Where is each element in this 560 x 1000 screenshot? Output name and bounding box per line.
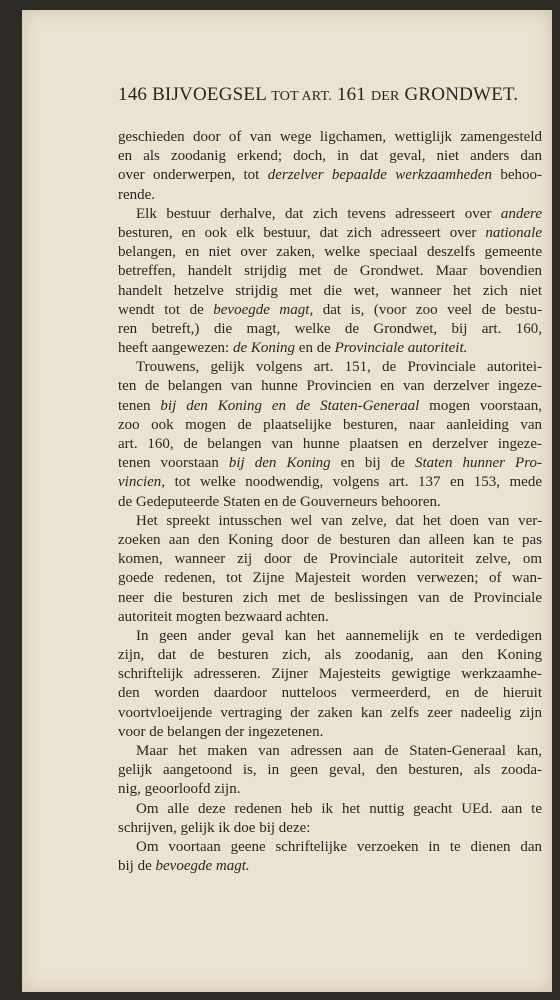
text-segment: en als zoodanig erkend; doch, in dat geval, niet anders dan <box>118 148 542 165</box>
text-segment: In geen ander geval kan het aannemelijk en te verdedigen <box>136 627 542 644</box>
text-segment: gelijk aangetoond is, in geen geval, den besturen, als zooda- <box>118 762 542 779</box>
text-line <box>118 320 542 339</box>
text-segment: zoeken aan den Koning door de besturen dan alleen kan te pas <box>118 531 542 548</box>
text-line <box>118 262 542 281</box>
text-segment: heeft aangewezen: <box>118 340 233 357</box>
text-line <box>118 531 542 550</box>
text-line <box>118 684 542 703</box>
text-segment: behoo- <box>491 167 542 184</box>
text-line <box>118 358 542 377</box>
text-line <box>118 301 542 320</box>
text-line <box>118 416 542 435</box>
text-segment: komen, wanneer zij door de Provinciale autoriteit zelve, om <box>118 551 542 568</box>
text-line <box>118 704 542 723</box>
text-segment: schriftelijk adresseren. Zijner Majesteits gewigtige werkzaamhe- <box>118 666 542 683</box>
text-line <box>118 224 542 243</box>
text-line <box>118 186 542 205</box>
text-segment: Trouwens, gelijk volgens art. 151, de Provinciale autoritei- <box>136 359 542 376</box>
text-segment: mogen voorstaan, <box>419 397 542 414</box>
text-line <box>118 589 542 608</box>
text-segment: over onderwerpen, tot <box>118 167 268 184</box>
text-line <box>118 857 542 876</box>
text-line <box>118 397 542 416</box>
text-segment: belangen, en niet over zaken, welke speciaal deszelfs gemeente <box>118 244 542 261</box>
header-title-b: TOT ART. <box>271 89 332 104</box>
text-segment: voor de belangen der ingezetenen. <box>118 723 324 740</box>
text-line <box>118 377 542 396</box>
text-line <box>118 665 542 684</box>
text-segment: de Gedeputeerde Staten en de Gouverneurs behooren. <box>118 493 441 510</box>
text-line <box>118 243 542 262</box>
text-segment: ren betreft,) die magt, welke de Grondwet, bij art. 160, <box>118 320 542 337</box>
text-segment: Om alle deze redenen heb ik het nuttig geacht UEd. aan te <box>136 800 542 817</box>
text-line <box>118 819 542 838</box>
text-segment: ten de belangen van hunne Provincien en van derzelver ingeze- <box>118 378 542 395</box>
italic-text: bevoegde magt. <box>155 858 250 875</box>
text-segment: schrijven, gelijk ik doe bij deze: <box>118 819 311 836</box>
text-line <box>118 723 542 742</box>
text-line <box>118 646 542 665</box>
text-segment: zijn, dat de besturen zich, als zoodanig, aan den Koning <box>118 647 542 664</box>
text-segment: geschieden door of van wege ligchamen, wettiglijk zamengesteld <box>118 129 542 145</box>
text-line <box>118 282 542 301</box>
text-line <box>118 742 542 761</box>
header-title-d: DER <box>370 89 400 104</box>
text-line <box>118 166 542 185</box>
text-line <box>118 800 542 819</box>
italic-text: andere <box>500 205 542 222</box>
header-title-e: GRONDWET. <box>404 84 519 105</box>
text-segment: art. 160, de belangen van hunne plaatsen en derzelver ingeze- <box>118 436 542 452</box>
text-segment: Maar het maken van adressen aan de Staten-Generaal kan, <box>136 743 542 759</box>
text-line <box>118 435 542 454</box>
text-line <box>118 128 542 147</box>
text-segment: autoriteit mogten bezwaard achten. <box>118 608 329 625</box>
text-segment: tenen voorstaan <box>118 455 229 472</box>
text-segment: rende. <box>118 186 156 203</box>
text-segment: goede redenen, tot Zijne Majesteit worden verwezen; of wan- <box>118 570 542 587</box>
italic-text: vincien <box>118 474 162 491</box>
text-line <box>118 493 542 512</box>
italic-text: derzelver bepaalde werkzaamheden <box>267 167 492 184</box>
text-segment: bij de <box>118 858 156 875</box>
text-segment: , dat is, (voor zoo veel de bestu- <box>309 301 542 318</box>
italic-text: bij den Koning en de Staten-Generaal <box>160 397 420 414</box>
text-segment: den worden daardoor nutteloos vermeerderd, en de hieruit <box>118 685 542 702</box>
text-line <box>118 780 542 799</box>
text-segment: , tot welke noodwendig, volgens art. 137 en 153, mede <box>161 474 542 491</box>
text-segment: nig, geoorloofd zijn. <box>118 781 241 798</box>
text-line <box>118 550 542 569</box>
page-number: 146 <box>118 84 148 105</box>
text-segment: Elk bestuur derhalve, dat zich tevens adresseert over <box>136 205 501 222</box>
text-segment: Om voortaan geene schriftelijke verzoeken in te dienen dan <box>136 838 542 855</box>
text-segment: en bij de <box>330 455 415 472</box>
text-segment: besturen, en ook elk bestuur, dat zich adresseert over <box>118 224 486 241</box>
text-line <box>118 569 542 588</box>
body-text <box>118 128 542 876</box>
text-segment: Het spreekt intusschen wel van zelve, dat het doen van ver- <box>136 512 542 529</box>
italic-text: bevoegde magt <box>213 301 310 318</box>
italic-text: bij den Koning <box>228 455 331 472</box>
text-line <box>118 512 542 531</box>
text-line <box>118 205 542 224</box>
text-segment: voortvloeijende vertraging der zaken kan zelfs zeer nadeelig zijn <box>118 704 542 721</box>
text-segment: betreffen, handelt strijdig met de Grondwet. Maar bovendien <box>118 263 542 280</box>
italic-text: de Koning <box>232 340 296 357</box>
text-segment: en de <box>295 340 335 357</box>
text-line <box>118 454 542 473</box>
text-line <box>118 627 542 646</box>
text-segment: tenen <box>118 397 161 414</box>
text-line <box>118 838 542 857</box>
book-page <box>22 10 552 992</box>
text-segment: zoo ook mogen de plaatselijke besturen, naar aanleiding van <box>118 416 542 433</box>
header-title-c: 161 <box>336 84 366 105</box>
text-line <box>118 761 542 780</box>
text-line <box>118 608 542 627</box>
text-segment: wendt tot de <box>118 301 214 318</box>
text-segment: handelt hetzelve strijdig met die wet, wanneer het zich niet <box>118 282 542 299</box>
italic-text: Provinciale autoriteit. <box>334 340 468 357</box>
header-title-a: BIJVOEGSEL <box>152 84 267 105</box>
text-segment: neer die besturen zich met de beslissingen van de Provinciale <box>118 589 542 606</box>
running-header <box>118 84 538 106</box>
italic-text: Staten hunner Pro- <box>414 455 542 472</box>
text-line <box>118 147 542 166</box>
italic-text: nationale <box>485 224 542 241</box>
text-line <box>118 339 542 358</box>
text-line <box>118 473 542 492</box>
